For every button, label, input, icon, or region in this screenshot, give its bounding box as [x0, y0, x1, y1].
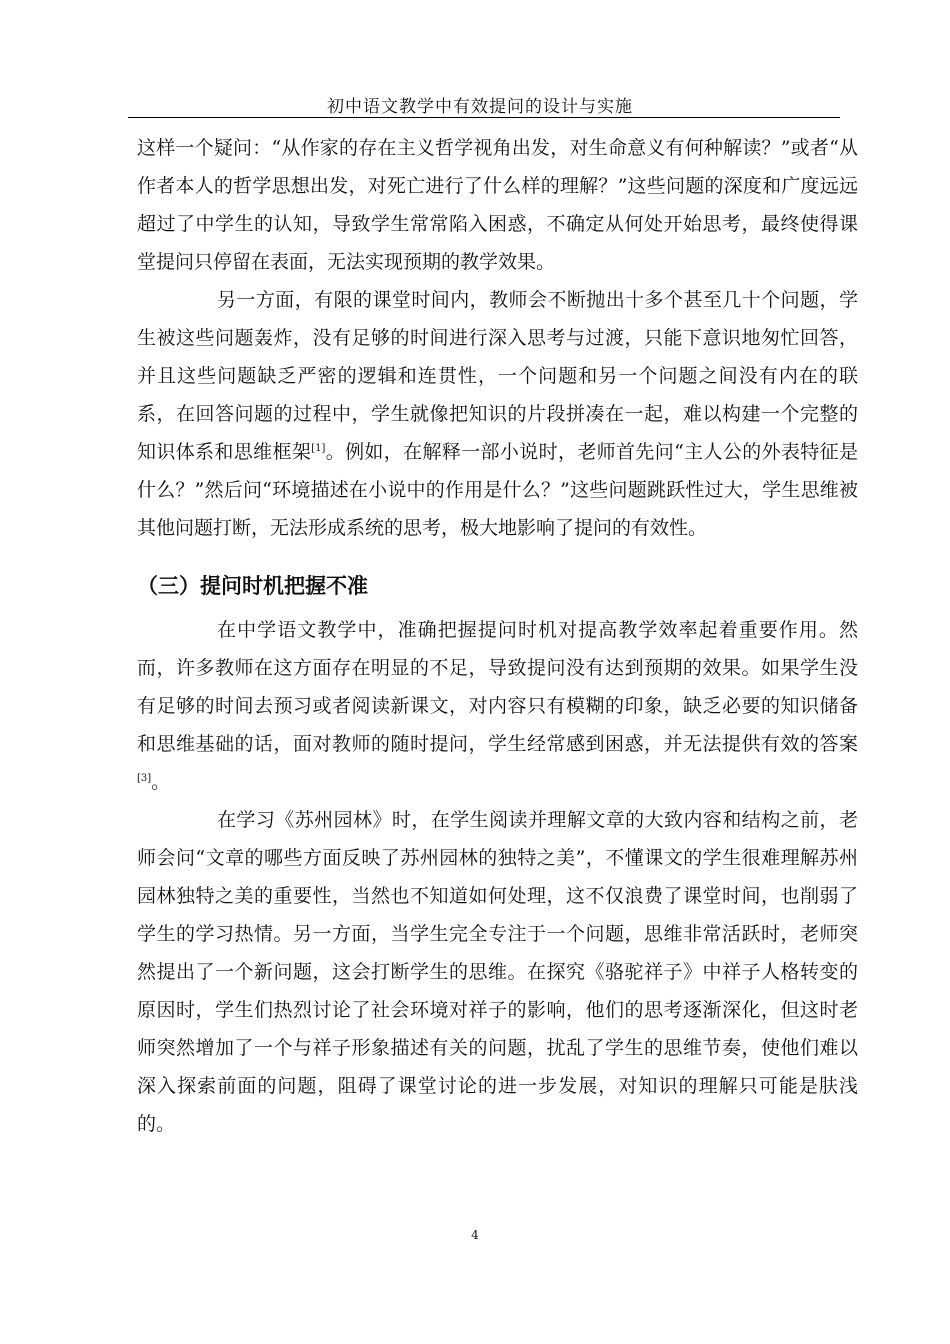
- body-paragraph: 在学习《苏州园林》时，在学生阅读并理解文章的大致内容和结构之前，老师会问“文章的哪些方面反映了苏州园林的独特之美”，不懂课文的学生很难理解苏州园林独特之美的重要性，当然也不知道如何处理，这不仅浪费了课堂时间，也削弱了学生的学习热情。另一方面，当学生完全专注于一个问题，思维非常活跃时，老师突然提出了一个新问题，这会打断学生的思维。在探究《骆驼祥子》中祥子人格转变的原因时，学生们热烈讨论了社会环境对祥子的影响，他们的思考逐渐深化，但这时老师突然增加了一个与祥子形象描述有关的问题，扰乱了学生的思维节奏，使他们难以深入探索前面的问题，阻碍了课堂讨论的进一步发展，对知识的理解只可能是肤浅的。: [137, 809, 858, 1135]
- paragraph-text: 。例如，在解释一部小说时，老师首先问“主人公的外表特征是什么？”然后问“环境描述在小说中的作用是什么？”这些问题跳跃性过大，学生思维被其他问题打断，无法形成系统的思考，极大地影响了提问的有效性。: [137, 441, 858, 539]
- header-rule: [128, 117, 840, 118]
- paragraph-text: 另一方面，有限的课堂时间内，教师会不断抛出十多个甚至几十个问题，学生被这些问题轰炸，没有足够的时间进行深入思考与过渡，只能下意识地匆忙回答，并且这些问题缺乏严密的逻辑和连贯性，一个问题和另一个问题之间没有内在的联系，在回答问题的过程中，学生就像把知识的片段拼凑在一起，难以构建一个完整的知识体系和思维框架: [137, 289, 858, 463]
- page-number: 4: [471, 1228, 479, 1242]
- running-header: 初中语文教学中有效提问的设计与实施: [327, 97, 633, 117]
- body-paragraph: 这样一个疑问：“从作家的存在主义哲学视角出发，对生命意义有何种解读？”或者“从作者本人的哲学思想出发，对死亡进行了什么样的理解？”这些问题的深度和广度远远超过了中学生的认知，导致学生常常陷入困惑，不确定从何处开始思考，最终使得课堂提问只停留在表面，无法实现预期的教学效果。: [137, 137, 858, 273]
- section-heading: （三）提问时机把握不准: [137, 574, 368, 598]
- citation-ref: [1]: [311, 443, 326, 454]
- body-paragraph: [137, 281, 858, 547]
- page-body: [137, 129, 858, 1143]
- paragraph-text: 在中学语文教学中，准确把握提问时机对提高教学效率起着重要作用。然而，许多教师在这方面存在明显的不足，导致提问没有达到预期的效果。如果学生没有足够的时间去预习或者阅读新课文，对内容只有模糊的印象，缺乏必要的知识储备和思维基础的话，面对教师的随时提问，学生经常感到困惑，并无法提供有效的答案: [137, 619, 858, 755]
- paragraph-text: 。: [151, 771, 171, 793]
- citation-ref: [3]: [137, 773, 152, 784]
- body-paragraph: [137, 611, 858, 801]
